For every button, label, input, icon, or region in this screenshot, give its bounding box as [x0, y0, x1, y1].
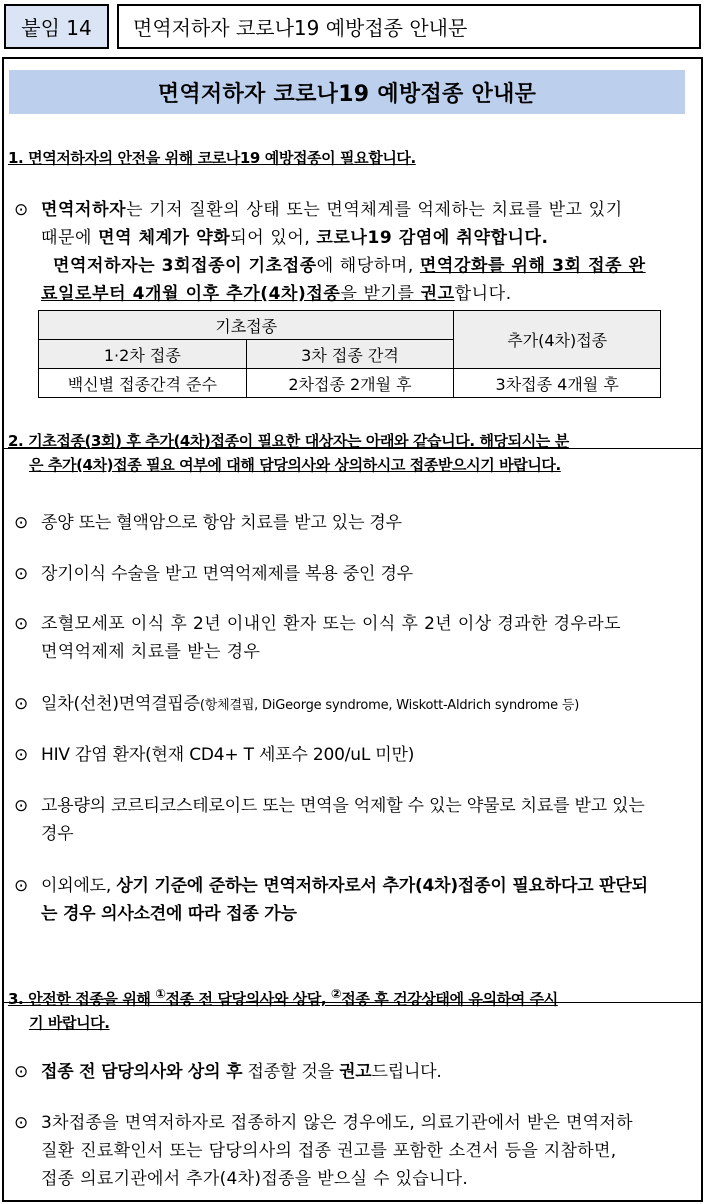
section-3-heading-line-2: 기 바랍니다.: [29, 1014, 110, 1032]
text-span: 면역강화를 위해 3회 접종 완: [419, 256, 646, 276]
text-span: 일차(선천)면역결핍증: [41, 694, 200, 714]
list-item: [14, 610, 702, 666]
section-2-heading-line-2: 은 추가(4차)접종 필요 여부에 대해 담당의사와 상의하시고 접종받으시기 바랍니다.: [29, 456, 561, 474]
bullet-mark: ⊙: [14, 200, 29, 220]
text-span: 코로나19 감염에 취약합니다.: [316, 228, 549, 248]
table-cell-extra: 3차접종 4개월 후: [454, 369, 661, 398]
text-span: 질환 진료확인서 또는 담당의사의 접종 권고를 포함한 소견서 등을 지참하면,: [41, 1141, 617, 1161]
circled-number: ①: [155, 986, 166, 1001]
list-item: [14, 560, 702, 588]
section-3-heading-line-1: [8, 986, 558, 1008]
circled-number: ②: [331, 986, 342, 1001]
bullet-mark: ⊙: [14, 796, 29, 816]
table-header-dose-12: 1·2차 접종: [39, 340, 247, 369]
text-span: 접종 전 담당의사와 상담,: [165, 990, 332, 1008]
section-2-heading-line-1: 2. 기초접종(3회) 후 추가(4차)접종이 필요한 대상자는 아래와 같습니다. 해당되시는 분: [8, 432, 569, 450]
bullet-mark: ⊙: [14, 745, 29, 765]
list-item: [14, 690, 702, 720]
header-title-box: [117, 4, 701, 49]
list-item: [14, 509, 702, 537]
list-item-text: [14, 610, 702, 666]
list-item-text: [14, 690, 702, 720]
attachment-tag: [4, 4, 109, 49]
bullet-mark: ⊙: [14, 614, 29, 634]
text-span: 되어 있어,: [230, 228, 317, 248]
text-span: 는 경우 의사소견에 따라 접종 가능: [41, 904, 297, 924]
list-item-text: [14, 872, 702, 928]
text-span: 경우: [41, 824, 74, 844]
text-span: 접종 전 담당의사와 상의 후: [41, 1062, 243, 1082]
text-span: 고용량의 코르티코스테로이드 또는 면역을 억제할 수 있는 약물로 치료를 받고 있는: [41, 796, 645, 816]
list-item: [14, 741, 702, 769]
list-item: [14, 1058, 702, 1086]
section-2-heading: [8, 429, 701, 477]
text-span: 접종 의료기관에서 추가(4차)접종을 받으실 수 있습니다.: [41, 1169, 469, 1189]
bullet-mark: ⊙: [14, 694, 29, 714]
text-span: 료일로부터 4개월 이후 추가(4차)접종: [41, 284, 341, 304]
text-span: 접종할 것을: [242, 1062, 340, 1082]
list-item-text: [14, 1109, 702, 1193]
header-title: 면역저하자 코로나19 예방접종 안내문: [133, 16, 468, 40]
text-span: 면역억제제 치료를 받는 경우: [41, 642, 261, 662]
text-span: 접종 후 건강상태에 유의하여 주시: [341, 990, 558, 1008]
list-item: [14, 872, 702, 928]
text-span: 3차접종을 면역저하자로 접종하지 않은 경우에도, 의료기관에서 받은 면역저하: [41, 1113, 633, 1133]
text-span: 이외에도,: [41, 876, 117, 896]
table-header-basic: 기초접종: [39, 311, 454, 340]
table-cell-dose-3: 2차접종 2개월 후: [246, 369, 454, 398]
text-span: (항체결핍, DiGeorge syndrome, Wiskott-Aldrich syndrome 등): [199, 698, 580, 713]
list-item-text: [14, 792, 702, 848]
text-span: 때문에: [41, 228, 99, 248]
notice-title-text: 면역저하자 코로나19 예방접종 안내문: [157, 81, 537, 107]
schedule-table: [38, 310, 661, 398]
text-span: 상기 기준에 준하는 면역저하자로서 추가(4차)접종이 필요하다고 판단되: [116, 876, 648, 896]
section-1-heading: [8, 146, 416, 170]
text-span: 면역 체계가 약화: [98, 228, 231, 248]
table-row: [39, 311, 661, 340]
list-item-text: 장기이식 수술을 받고 면역억제제를 복용 중인 경우: [41, 564, 413, 584]
list-item: [14, 792, 702, 848]
attachment-tag-label: 붙임 14: [21, 16, 92, 40]
bullet-mark: ⊙: [14, 564, 29, 584]
text-span: 면역저하자는 3회접종이 기초접종: [53, 256, 317, 276]
list-item-text: [14, 1058, 702, 1086]
text-span: 을 받기를: [340, 284, 421, 304]
text-span: 는 기저 질환의 상태 또는 면역체계를 억제하는 치료를 받고 있기: [126, 200, 623, 220]
section-1-para-1: [14, 196, 702, 308]
table-header-extra: 추가(4차)접종: [454, 311, 661, 369]
table-row: [39, 369, 661, 398]
bullet-mark: ⊙: [14, 513, 29, 533]
table-cell-dose-12: 백신별 접종간격 준수: [39, 369, 247, 398]
text-span: 권고: [339, 1062, 372, 1082]
text-span: 3. 안전한 접종을 위해: [8, 990, 156, 1008]
section-1-bullet: [14, 196, 702, 308]
text-span: 면역저하자: [41, 200, 127, 220]
text-span: 합니다.: [454, 284, 512, 304]
bullet-mark: ⊙: [14, 876, 29, 896]
bullet-mark: ⊙: [14, 1062, 29, 1082]
list-item-text: HIV 감염 환자(현재 CD4+ T 세포수 200/uL 미만): [41, 745, 415, 765]
section-1-heading-text: 1. 면역저하자의 안전을 위해 코로나19 예방접종이 필요합니다.: [8, 149, 416, 167]
text-span: 조혈모세포 이식 후 2년 이내인 환자 또는 이식 후 2년 이상 경과한 경우라도: [41, 614, 621, 634]
section-3-heading: [8, 982, 701, 1035]
list-item-text: 종양 또는 혈액암으로 항암 치료를 받고 있는 경우: [41, 513, 402, 533]
notice-frame: [2, 57, 703, 1202]
list-item: [14, 1109, 702, 1193]
bullet-mark: ⊙: [14, 1113, 29, 1133]
text-span: 드립니다.: [371, 1062, 442, 1082]
notice-title: [9, 70, 685, 114]
text-span: 권고: [420, 284, 455, 304]
table-header-dose-3: 3차 접종 간격: [246, 340, 454, 369]
text-span: 에 해당하며,: [316, 256, 420, 276]
